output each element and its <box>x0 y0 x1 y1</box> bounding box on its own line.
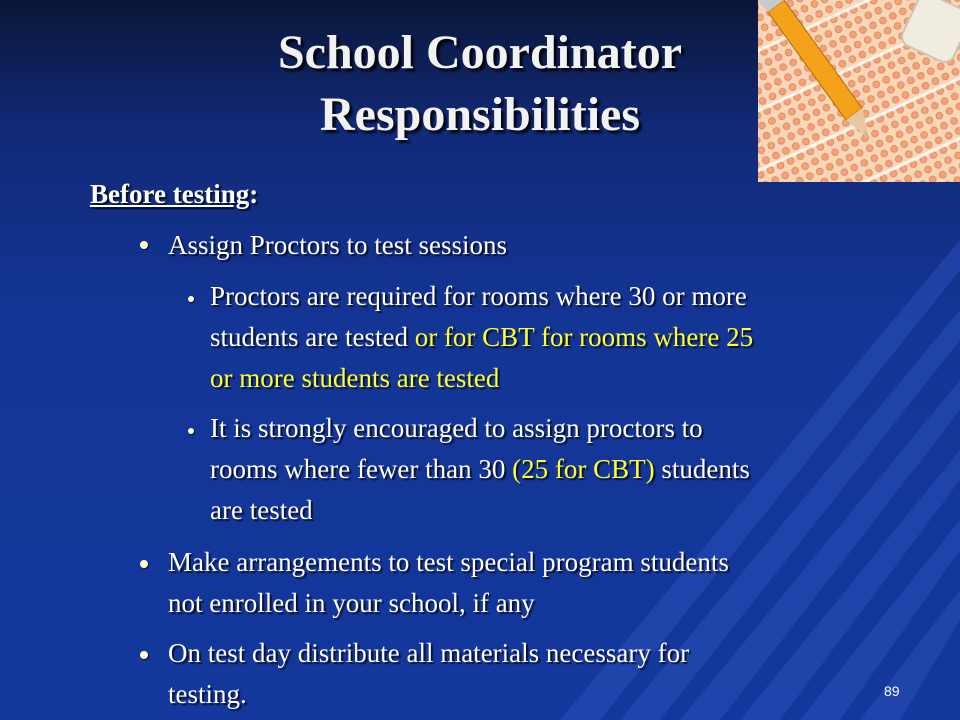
bullet-special-program-line-1: Make arrangements to test special program students <box>168 547 729 577</box>
answer-sheet-graphic <box>758 0 960 182</box>
bullet-assign-proctors: Assign Proctors to test sessions <box>168 230 508 260</box>
sub-bullet-1-line-2 <box>210 317 753 358</box>
bullet-dot <box>140 651 148 659</box>
section-heading: Before testing <box>90 179 250 209</box>
bullet-dot <box>140 241 148 249</box>
sub-bullet-2-line-3: are tested <box>210 495 313 525</box>
page-number: 89 <box>884 683 900 699</box>
bullet-test-day-line-1: On test day distribute all materials necessary for <box>168 638 690 668</box>
sub-bullet-2-line-1: It is strongly encouraged to assign proctors to <box>210 413 703 443</box>
sub-bullet-1-line-2-text: students are tested <box>210 322 415 352</box>
bullet-dot <box>140 560 148 568</box>
sub-bullet-1-line-2-highlight: or for CBT for rooms where 25 <box>414 322 754 352</box>
sub-bullet-1-line-1: Proctors are required for rooms where 30 or more <box>210 281 747 311</box>
sub-bullet-1-line-3: or more students are tested <box>210 363 500 393</box>
slide-title <box>200 22 760 146</box>
section-heading-colon: : <box>249 179 259 209</box>
sub-bullet-dot <box>188 428 194 434</box>
title-line-2: Responsibilities <box>319 88 641 141</box>
bullet-test-day-line-2: testing. <box>168 679 247 709</box>
title-line-1: School Coordinator <box>277 26 682 79</box>
section-heading-row <box>90 174 258 215</box>
sub-bullet-2-line-2-tail: students <box>654 454 750 484</box>
bullet-special-program-line-2: not enrolled in your school, if any <box>168 588 535 618</box>
sub-bullet-2-line-2-text: rooms where fewer than 30 <box>210 454 513 484</box>
answer-sheet-photo <box>758 0 960 182</box>
sub-bullet-2-line-2-highlight: (25 for CBT) <box>512 454 655 484</box>
sub-bullet-dot <box>188 296 194 302</box>
sub-bullet-2-line-2 <box>210 449 750 490</box>
